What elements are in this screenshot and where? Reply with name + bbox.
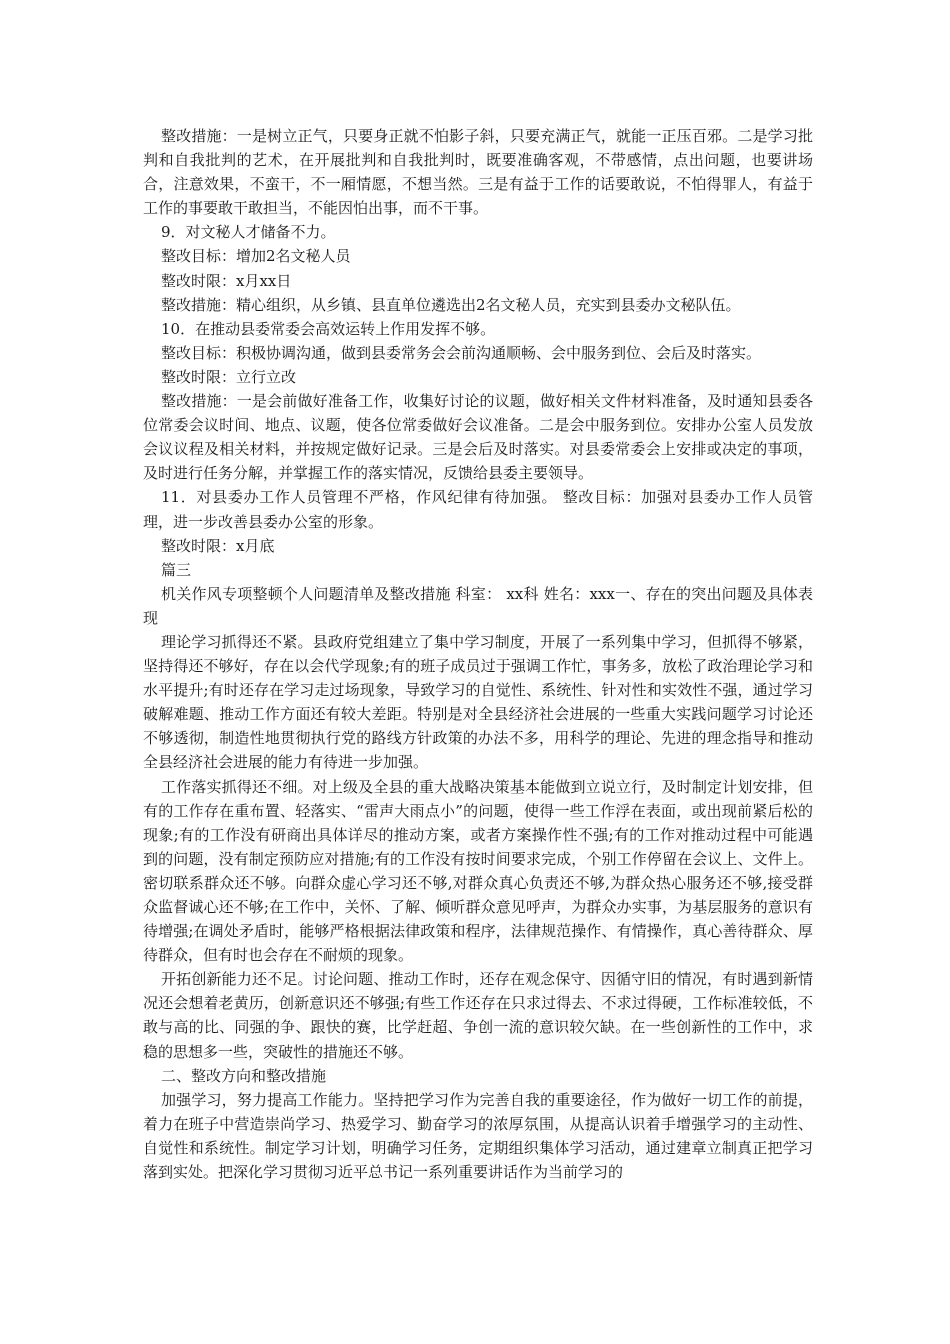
item-9-deadline: 整改时限：x月xx日 <box>161 271 292 290</box>
paragraph-theory-study: 理论学习抓得还不紧。县政府党组建立了集中学习制度，开展了一系列集中学习，但抓得不够紧，坚持得还不够好，存在以会代学现象;有的班子成员过于强调工作忙，事务多，放松了政治理论学习和水平提升;有时还存在学习走过场现象，导致学习的自觉性、系统性、针对性和实效性不强，通过学习破解难题、推动工作方面还有较大差距。特别是对全县经济社会进展的一些重大实践问题学习讨论还不够透彻，制造性地贯彻执行党的路线方针政策的办法不多，用科学的理论、先进的理念指导和推动全县经济社会进展的能力有待进一步加强。 <box>143 632 813 772</box>
paragraph-rectification-measures-1: 整改措施：一是树立正气，只要身正就不怕影子斜，只要充满正气，就能一正压百邪。二是学习批判和自我批判的艺术，在开展批判和自我批判时，既要准确客观，不带感情，点出问题，也要讲场合，注意效果，不蛮干，不一厢情愿，不想当然。三是有益于工作的话要敢说，不怕得罪人，有益于工作的事要敢干敢担当，不能因怕出事，而不干事。 <box>143 127 813 218</box>
item-9-measures: 整改措施：精心组织，从乡镇、县直单位遴选出2名文秘人员，充实到县委办文秘队伍。 <box>161 295 741 314</box>
document-page <box>143 124 813 1184</box>
item-9-target: 整改目标：增加2名文秘人员 <box>161 247 351 266</box>
item-9-heading: 9．对文秘人才储备不力。 <box>161 223 336 242</box>
item-10-target: 整改目标：积极协调沟通，做到县委常务会会前沟通顺畅、会中服务到位、会后及时落实。 <box>161 343 762 362</box>
item-11-deadline: 整改时限：x月底 <box>161 536 275 555</box>
item-11-heading-and-target: 11．对县委办工作人员管理不严格，作风纪律有待加强。 整改目标：加强对县委办工作人员管理，进一步改善县委办公室的形象。 <box>143 488 813 531</box>
item-10-deadline: 整改时限：立行立改 <box>161 367 297 386</box>
section-heading-rectification: 二、整改方向和整改措施 <box>161 1066 327 1085</box>
item-10-measures: 整改措施：一是会前做好准备工作，收集好讨论的议题，做好相关文件材料准备，及时通知县委各位常委会议时间、地点、议题，使各位常委做好会议准备。二是会中服务到位。安排办公室人员发放会议议程及相关材料，并按规定做好记录。三是会后及时落实。对县委常委会上安排或决定的事项，及时进行任务分解，并掌握工作的落实情况，反馈给县委主要领导。 <box>143 392 813 483</box>
item-10-heading: 10．在推动县委常委会高效运转上作用发挥不够。 <box>161 319 496 338</box>
paragraph-innovation: 开拓创新能力还不足。讨论问题、推动工作时，还存在观念保守、因循守旧的情况，有时遇到新情况还会想着老黄历，创新意识还不够强;有些工作还存在只求过得去、不求过得硬，工作标准较低，不敢与高的比、同强的争、跟快的赛，比学赶超、争创一流的意识较欠缺。在一些创新性的工作中，求稳的思想多一些，突破性的措施还不够。 <box>143 970 813 1061</box>
paragraph-strengthen-learning: 加强学习，努力提高工作能力。坚持把学习作为完善自我的重要途径，作为做好一切工作的前提，着力在班子中营造崇尚学习、热爱学习、勤奋学习的浓厚氛围，从提高认识着手增强学习的主动性、自觉性和系统性。制定学习计划，明确学习任务，定期组织集体学习活动，通过建章立制真正把学习落到实处。把深化学习贯彻习近平总书记一系列重要讲话作为当前学习的 <box>143 1090 813 1182</box>
section-title-part-three: 篇三 <box>161 560 192 579</box>
paragraph-work-implementation: 工作落实抓得还不细。对上级及全县的重大战略决策基本能做到立说立行，及时制定计划安排，但有的工作存在重布置、轻落实、“雷声大雨点小”的问题，使得一些工作浮在表面，或出现前紧后松的现象;有的工作没有研商出具体详尽的推动方案，或者方案操作性不强;有的工作对推动过程中可能遇到的问题，没有制定预防应对措施;有的工作没有按时间要求完成，个别工作停留在会议上、文件上。密切联系群众还不够。向群众虚心学习还不够,对群众真心负责还不够,为群众热心服务还不够,接受群众监督诚心还不够;在工作中，关怀、了解、倾听群众意见呼声，为群众办实事，为基层服务的意识有待增强;在调处矛盾时，能够严格根据法律政策和程序，法律规范操作、有情操作，真心善待群众、厚待群众，但有时也会存在不耐烦的现象。 <box>143 777 813 965</box>
document-subtitle: 机关作风专项整顿个人问题清单及整改措施 科室： xx科 姓名：xxx一、存在的突出问题及具体表现 <box>143 584 813 627</box>
